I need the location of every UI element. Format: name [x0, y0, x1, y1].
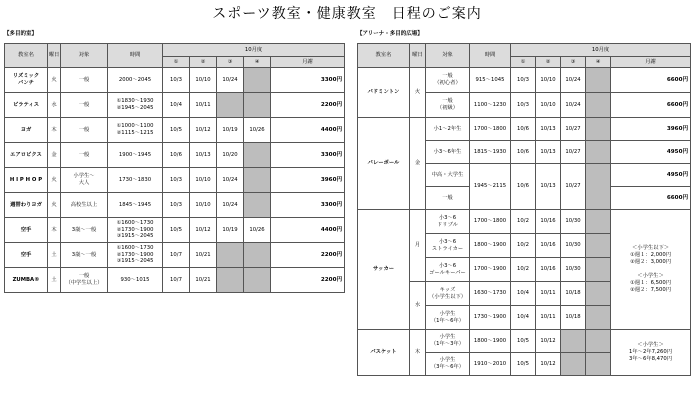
date-week-1: 10/5 [511, 330, 536, 353]
date-week-4 [586, 164, 611, 210]
date-week-3: 10/20 [217, 143, 244, 168]
header-week-4: ④ [586, 57, 611, 68]
date-week-1: 10/4 [511, 306, 536, 330]
fee: 4400円 [271, 118, 345, 143]
target: 小学生 （1年～6年） [426, 306, 470, 330]
time: 1700～1800 [470, 210, 511, 234]
date-week-3: 10/19 [217, 118, 244, 143]
class-name: リズミック バンチ [5, 68, 48, 93]
time: 930～1015 [108, 268, 163, 293]
time: 1845～1945 [108, 193, 163, 218]
header-week-1: ① [511, 57, 536, 68]
date-week-3: 10/30 [561, 234, 586, 258]
date-week-2: 10/11 [190, 93, 217, 118]
target: 一般 （初級） [426, 93, 470, 118]
class-name: エアロビクス [5, 143, 48, 168]
class-name: H I P H O P [5, 168, 48, 193]
table-row [5, 268, 345, 293]
table-row [5, 243, 345, 268]
header-target: 対象 [426, 44, 470, 68]
date-week-2: 10/12 [190, 118, 217, 143]
day: 土 [48, 243, 61, 268]
class-name: バドミントン [358, 68, 410, 118]
date-week-4 [244, 268, 271, 293]
header-month: 10月度 [511, 44, 691, 57]
date-week-1: 10/7 [163, 243, 190, 268]
time: 915～1045 [470, 68, 511, 93]
date-week-3: 10/30 [561, 210, 586, 234]
table-row [5, 218, 345, 243]
date-week-4 [586, 141, 611, 164]
header-week-3: ③ [561, 57, 586, 68]
date-week-3: 10/18 [561, 282, 586, 306]
class-name: バスケット [358, 330, 410, 376]
date-week-1: 10/2 [511, 258, 536, 282]
time: ①1600～1730 ②1730～1900 ③1915～2045 [108, 218, 163, 243]
date-week-3: 10/19 [217, 218, 244, 243]
date-week-4 [244, 143, 271, 168]
header-week-2: ② [190, 57, 217, 68]
target: 一般 [61, 118, 108, 143]
table-row [358, 330, 691, 353]
header-time: 時間 [470, 44, 511, 68]
time: 1800～1900 [470, 330, 511, 353]
class-name: サッカー [358, 210, 410, 330]
target: 一般 （中学生以上） [61, 268, 108, 293]
date-week-3: 10/27 [561, 118, 586, 141]
day: 木 [410, 330, 426, 376]
target: 高校生以上 [61, 193, 108, 218]
date-week-4: 10/26 [244, 218, 271, 243]
date-week-2: 10/13 [190, 143, 217, 168]
fee: 6600円 [611, 68, 691, 93]
table-row [358, 118, 691, 141]
date-week-3: 10/27 [561, 164, 586, 210]
date-week-3: 10/27 [561, 141, 586, 164]
date-week-2: 10/21 [190, 268, 217, 293]
date-week-4 [586, 306, 611, 330]
target: 小3～6 ドリブル [426, 210, 470, 234]
date-week-4 [244, 168, 271, 193]
date-week-1: 10/3 [163, 168, 190, 193]
date-week-3 [217, 268, 244, 293]
date-week-2: 10/16 [536, 210, 561, 234]
class-name: 空手 [5, 218, 48, 243]
fee: 6600円 [611, 187, 691, 210]
date-week-2: 10/12 [536, 330, 561, 353]
target: 小3～6 ストライカー [426, 234, 470, 258]
table-row [5, 93, 345, 118]
header-target: 対象 [61, 44, 108, 68]
time: 1815～1930 [470, 141, 511, 164]
header-month: 10月度 [163, 44, 345, 57]
target: 一般 （初心者） [426, 68, 470, 93]
day: 火 [48, 68, 61, 93]
target: 一般 [61, 143, 108, 168]
date-week-2: 10/10 [190, 168, 217, 193]
date-week-2: 10/10 [536, 68, 561, 93]
date-week-1: 10/4 [163, 93, 190, 118]
class-name: バレーボール [358, 118, 410, 210]
date-week-1: 10/6 [511, 118, 536, 141]
date-week-3 [561, 330, 586, 353]
date-week-1: 10/2 [511, 234, 536, 258]
fee: 6600円 [611, 93, 691, 118]
date-week-4 [244, 193, 271, 218]
date-week-3: 10/24 [561, 93, 586, 118]
date-week-3: 10/24 [217, 193, 244, 218]
header-week-3: ③ [217, 57, 244, 68]
target: 小1～2年生 [426, 118, 470, 141]
table-row [5, 118, 345, 143]
fee: 2200円 [271, 243, 345, 268]
fee: 3960円 [271, 168, 345, 193]
date-week-2: 10/21 [190, 243, 217, 268]
day: 水 [410, 282, 426, 330]
date-week-1: 10/2 [511, 210, 536, 234]
table-row [5, 193, 345, 218]
table-row [5, 68, 345, 93]
date-week-3 [217, 243, 244, 268]
time: ①1000～1100 ②1115～1215 [108, 118, 163, 143]
date-week-4 [244, 93, 271, 118]
date-week-2: 10/10 [536, 93, 561, 118]
time: 1900～1945 [108, 143, 163, 168]
day: 月 [410, 210, 426, 282]
time: 1730～1830 [108, 168, 163, 193]
date-week-4 [586, 234, 611, 258]
date-week-4 [586, 258, 611, 282]
date-week-4 [586, 68, 611, 93]
target: キッズ （小学生以下） [426, 282, 470, 306]
date-week-1: 10/5 [163, 118, 190, 143]
day: 火 [410, 68, 426, 118]
arena-schedule-table [357, 43, 691, 376]
header-week-4: ④ [244, 57, 271, 68]
target: 中高・大学生 [426, 164, 470, 187]
fee: 4950円 [611, 164, 691, 187]
day: 金 [48, 143, 61, 168]
day: 金 [410, 118, 426, 210]
day: 木 [48, 118, 61, 143]
class-name: ヨガ [5, 118, 48, 143]
header-fee: 月謝 [271, 57, 345, 68]
day: 火 [48, 168, 61, 193]
right-section-label: 【アリーナ・多目的広場】 [357, 31, 423, 37]
header-day: 曜日 [410, 44, 426, 68]
date-week-1: 10/3 [163, 68, 190, 93]
multipurpose-room-schedule-table [4, 43, 345, 293]
date-week-4 [586, 210, 611, 234]
header-class-name: 教室名 [5, 44, 48, 68]
date-week-4 [586, 353, 611, 376]
time: 1800～1900 [470, 234, 511, 258]
fee: 2200円 [271, 93, 345, 118]
fee: 2200円 [271, 268, 345, 293]
class-name: 空手 [5, 243, 48, 268]
date-week-3: 10/18 [561, 306, 586, 330]
date-week-1: 10/6 [163, 143, 190, 168]
date-week-2: 10/10 [190, 193, 217, 218]
date-week-1: 10/6 [511, 164, 536, 210]
day: 水 [48, 93, 61, 118]
date-week-1: 10/5 [511, 353, 536, 376]
date-week-4: 10/26 [244, 118, 271, 143]
header-week-1: ① [163, 57, 190, 68]
date-week-1: 10/6 [511, 141, 536, 164]
date-week-1: 10/7 [163, 268, 190, 293]
date-week-3 [561, 353, 586, 376]
table-row [5, 143, 345, 168]
date-week-4 [586, 118, 611, 141]
fee: 3300円 [271, 193, 345, 218]
page-title: スポーツ教室・健康教室 日程のご案内 [212, 6, 482, 22]
table-row [358, 68, 691, 93]
date-week-4 [586, 93, 611, 118]
header-class-name: 教室名 [358, 44, 410, 68]
target: 一般 [61, 93, 108, 118]
target: 小3～6年生 [426, 141, 470, 164]
fee-note: ＜小学生＞ 1年～2年7,260円 3年～6年8,470円 [611, 330, 691, 376]
fee-note: ＜小学生以下＞ ①週１：2,000円 ②週２：3,000円 ＜小学生＞ ①週１：6,500円 ②週２：7,500円 [611, 210, 691, 330]
target: 一般 [61, 68, 108, 93]
day: 土 [48, 268, 61, 293]
date-week-4 [244, 243, 271, 268]
target: 小学生 （1年～3年） [426, 330, 470, 353]
date-week-2: 10/11 [536, 306, 561, 330]
time: 1100～1230 [470, 93, 511, 118]
date-week-2: 10/11 [536, 282, 561, 306]
date-week-4 [586, 330, 611, 353]
fee: 3300円 [271, 68, 345, 93]
date-week-2: 10/12 [190, 218, 217, 243]
target: 小学生～ 大人 [61, 168, 108, 193]
class-name: 週替わりヨガ [5, 193, 48, 218]
date-week-4 [244, 68, 271, 93]
date-week-2: 10/13 [536, 164, 561, 210]
date-week-1: 10/3 [163, 193, 190, 218]
fee: 4400円 [271, 218, 345, 243]
time: ①1600～1730 ②1730～1900 ③1915～2045 [108, 243, 163, 268]
left-section-label: 【多目的室】 [4, 31, 38, 37]
day: 木 [48, 218, 61, 243]
date-week-2: 10/12 [536, 353, 561, 376]
target: 一般 [426, 187, 470, 210]
class-name: ピラティス [5, 93, 48, 118]
header-day: 曜日 [48, 44, 61, 68]
time: 1700～1800 [470, 118, 511, 141]
time: 1730～1900 [470, 306, 511, 330]
date-week-2: 10/16 [536, 234, 561, 258]
date-week-1: 10/5 [163, 218, 190, 243]
date-week-4 [586, 282, 611, 306]
target: 小学生 （3年～6年） [426, 353, 470, 376]
date-week-3 [217, 93, 244, 118]
fee: 4950円 [611, 141, 691, 164]
time: 1945～2115 [470, 164, 511, 210]
target: 3歳～一般 [61, 243, 108, 268]
header-week-2: ② [536, 57, 561, 68]
target: 3歳～一般 [61, 218, 108, 243]
date-week-2: 10/13 [536, 118, 561, 141]
fee: 3300円 [271, 143, 345, 168]
class-name: ZUMBA® [5, 268, 48, 293]
date-week-1: 10/4 [511, 282, 536, 306]
date-week-1: 10/3 [511, 93, 536, 118]
date-week-3: 10/24 [561, 68, 586, 93]
table-row [358, 210, 691, 234]
date-week-2: 10/16 [536, 258, 561, 282]
header-fee: 月謝 [611, 57, 691, 68]
date-week-3: 10/30 [561, 258, 586, 282]
date-week-2: 10/10 [190, 68, 217, 93]
date-week-2: 10/13 [536, 141, 561, 164]
time: 1630～1730 [470, 282, 511, 306]
date-week-3: 10/24 [217, 68, 244, 93]
fee: 3960円 [611, 118, 691, 141]
time: 1700～1900 [470, 258, 511, 282]
target: 小3～6 ゴールキーパー [426, 258, 470, 282]
time: 2000～2045 [108, 68, 163, 93]
date-week-1: 10/3 [511, 68, 536, 93]
time: 1910～2010 [470, 353, 511, 376]
time: ①1830～1930 ②1945～2045 [108, 93, 163, 118]
day: 火 [48, 193, 61, 218]
table-row [5, 168, 345, 193]
header-time: 時間 [108, 44, 163, 68]
date-week-3: 10/24 [217, 168, 244, 193]
